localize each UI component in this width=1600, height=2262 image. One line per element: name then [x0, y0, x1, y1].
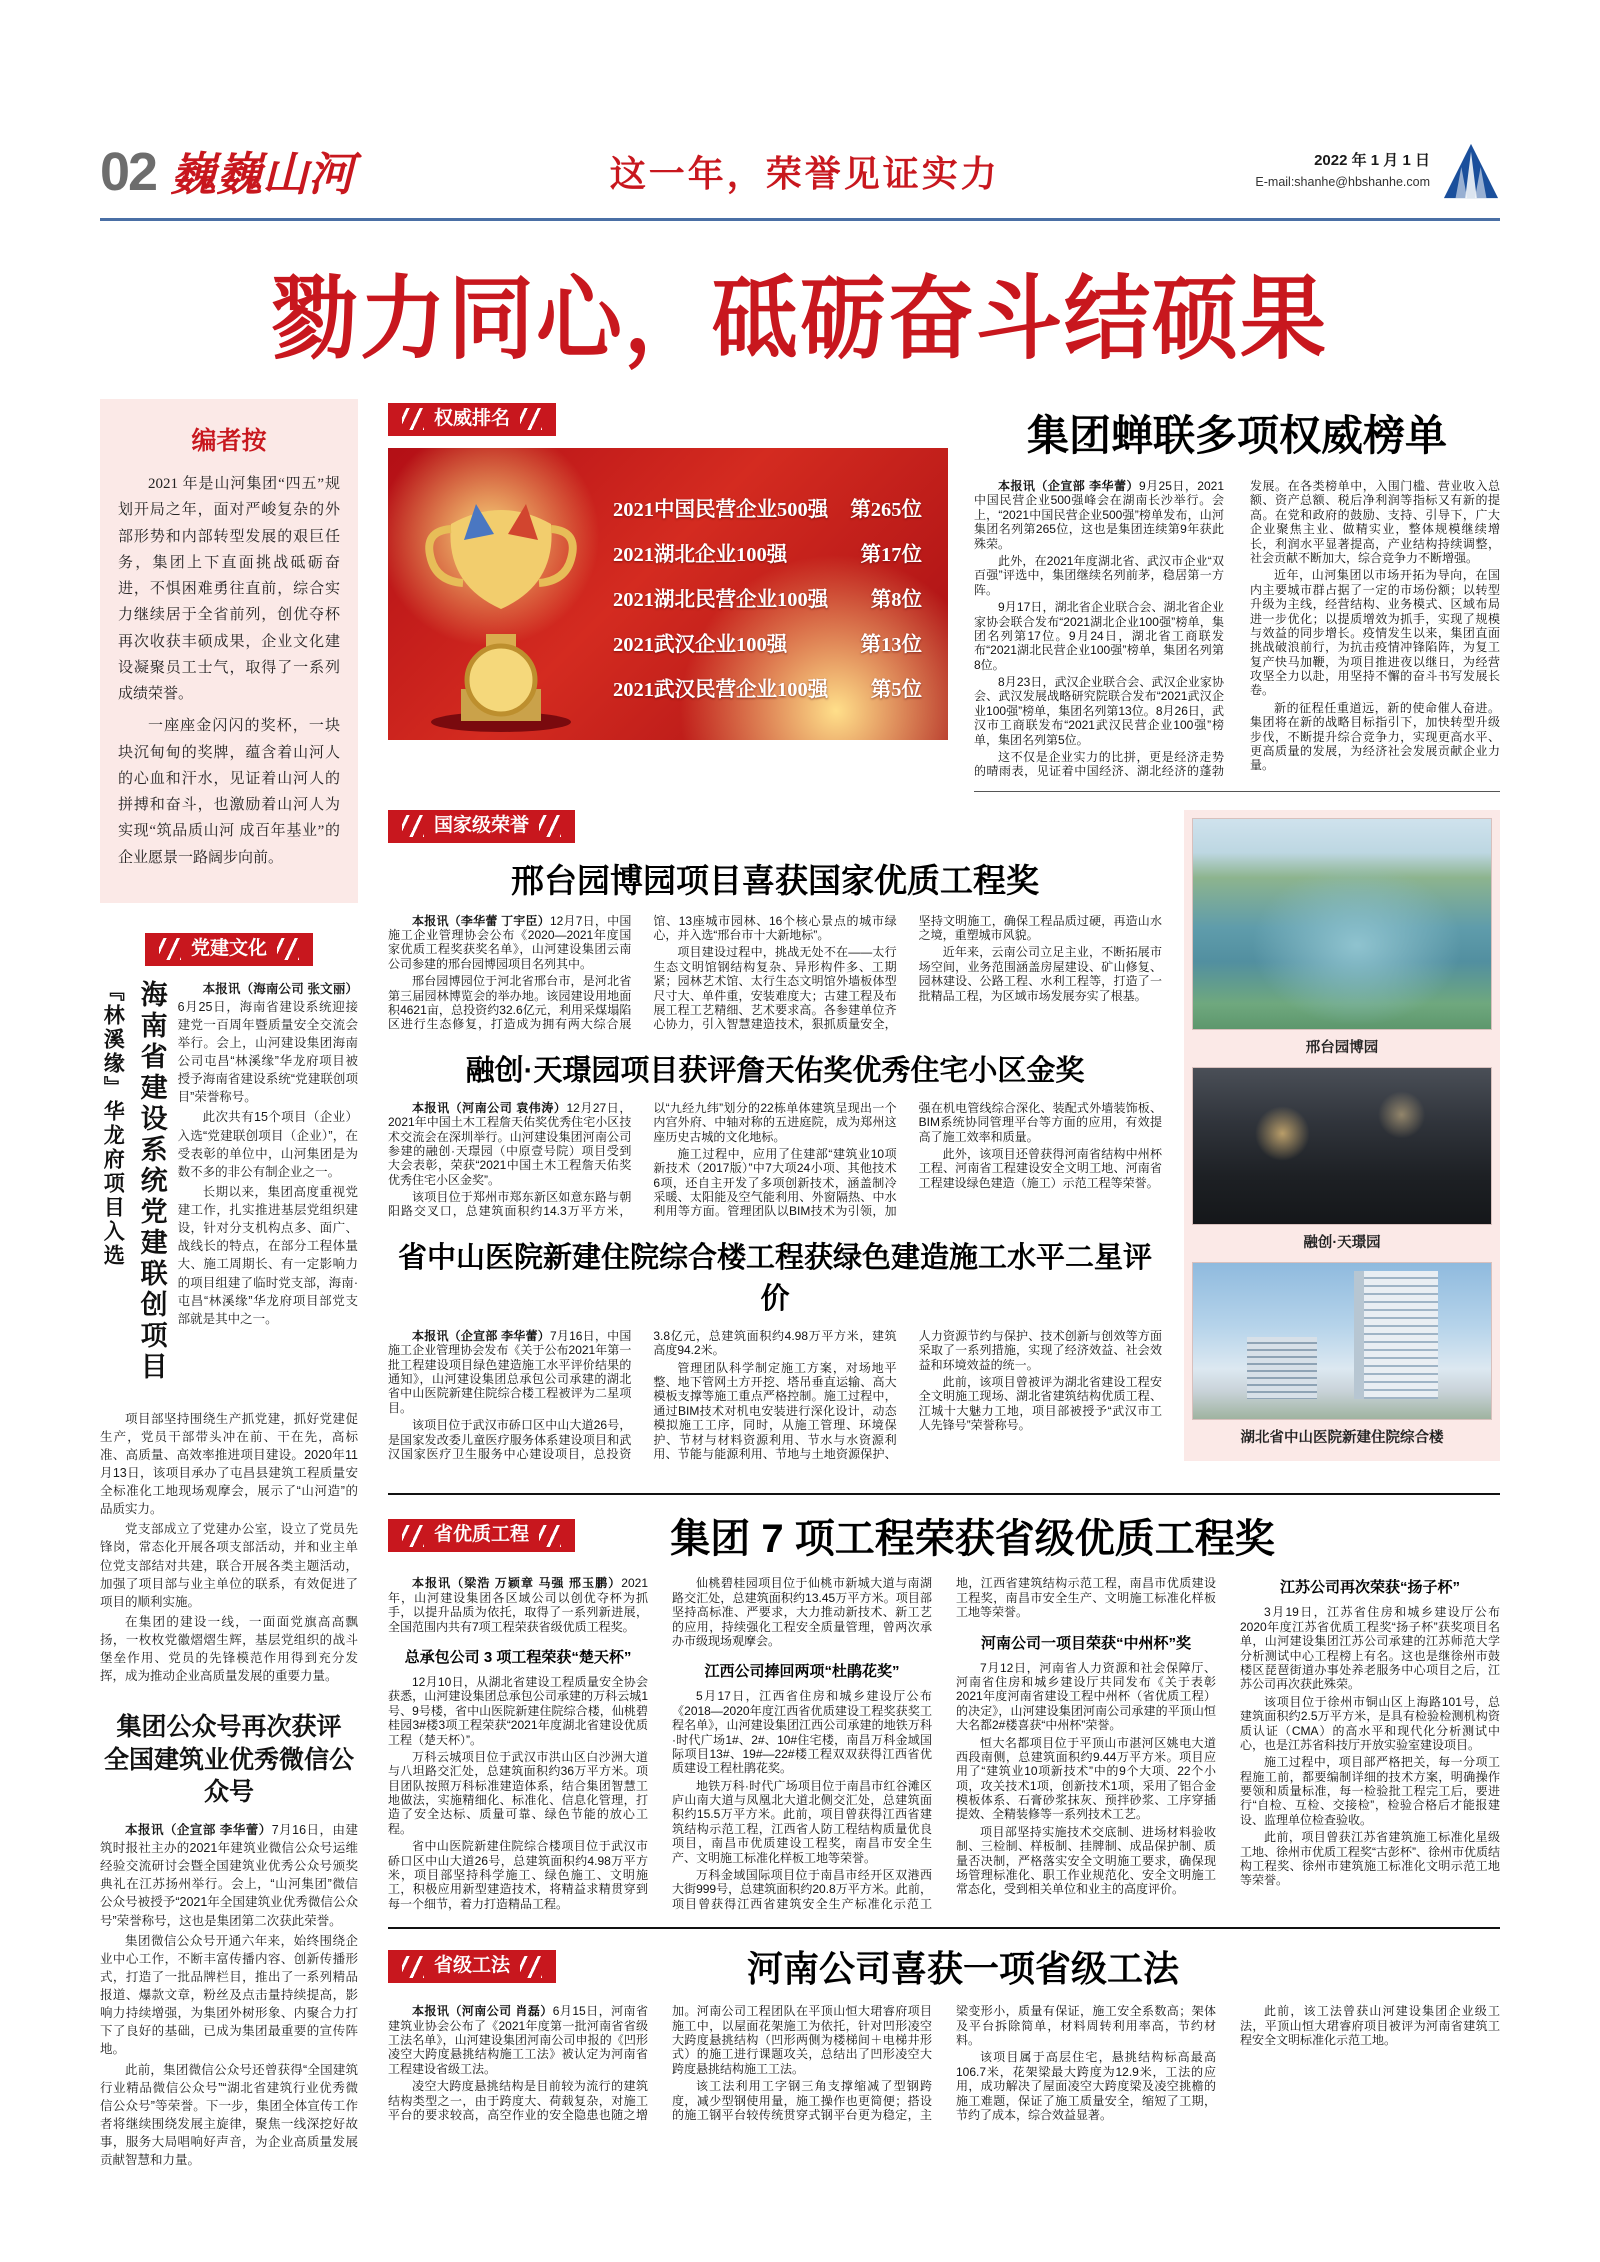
section-label-text: 权威排名	[434, 408, 511, 429]
article-title: 省中山医院新建住院综合楼工程获绿色建造施工水平二星评价	[397, 1241, 1152, 1315]
edition-theme-title: 这一年，荣誉见证实力	[609, 152, 1000, 194]
main-column	[388, 399, 1500, 2171]
trophy-icon	[406, 484, 596, 734]
article-paragraph: 邢台园博园位于河北省邢台市，是河北省第三届园林博览会的举办地。该园建设用地面积4621亩，总投资约32.6亿元，利用采煤塌陷区进行生态修复，打造成为拥有两大综合展馆、13座城市园林、16个核心景点的城市绿心，并入选“邢台市十大新地标”。	[388, 913, 897, 1032]
article-paragraph: 新的征程任重道远，新的使命催人奋进。集团将在新的战略目标指引下，加快转型升级步伐，不断提升综合竞争力，实现更高水平、更高质量的发展，为经济社会发展贡献企业力量。	[1250, 700, 1500, 773]
article-paragraph: 省中山医院新建住院综合楼项目位于武汉市硚口区中山大道26号，总建筑面积约4.98万平方米，项目部坚持科学施工、绿色施工、文明施工，积极应用新型建造技术，将精益求精贯穿到每一个细节，着力打造精品工程。	[388, 1839, 648, 1911]
article-body	[388, 1329, 1162, 1462]
article-xingtai	[388, 855, 1162, 1032]
article-paragraph: 此外，该项目还曾获得河南省结构中州杯工程、河南省工程建设安全文明工地、河南省工程建设绿色建造（施工）示范工程等荣誉。	[918, 1146, 1162, 1190]
page-header	[100, 138, 1500, 221]
article-paragraph: 近年来，云南公司立足主业，不断拓展市场空间，业务范围涵盖房屋建设、矿山修复、园林建设、公路工程、水利工程等，打造了一批精品工程，为区域市场发展夯实了根基。	[918, 945, 1162, 1003]
article-paragraph: 此前，项目曾获江苏省建筑施工标准化星级工地、徐州市优质工程奖“古彭杯”、徐州市优质结构工程奖、徐州市建筑施工标准化文明示范工地等荣誉。	[1240, 1830, 1500, 1888]
section-label-party	[145, 933, 313, 966]
byline: 本报讯（企宣部 李华蕾）	[998, 479, 1139, 493]
party-vertical-subtitle: 『林溪缘』华龙府项目入选	[101, 979, 125, 1268]
label-stripe-icon	[520, 408, 542, 430]
article-subhead: 江西公司捧回两项“杜鹃花奖”	[704, 1663, 900, 1681]
photo-caption: 融创·天璟园	[1303, 1234, 1381, 1251]
label-stripe-icon	[402, 815, 424, 837]
tower-building-shape	[1354, 1271, 1438, 1399]
byline: 本报讯（海南公司 张文丽）	[202, 981, 358, 996]
section-label-national	[388, 810, 575, 843]
ranking-row: 2021中国民营企业500强 第265位	[613, 498, 922, 521]
byline: 本报讯（河南公司 肖磊）	[412, 2004, 553, 2019]
photo-xingtai-park	[1192, 818, 1492, 1030]
ranking-row: 2021湖北企业100强 第17位	[613, 543, 922, 566]
article-paragraph: 项目建设过程中，挑战无处不在——太行生态文明馆钢结构复杂、异形构件多、工期紧；园林艺术馆、太行生态文明馆外墙板体型尺寸大、单件重，安装难度大；古建工程及布展工程工艺精细、艺术要求高。各参建单位齐心协力，引入智慧建造技术，狠抓质量安全，坚持文明施工，确保工程品质过硬，再造山水之境，重塑城市风貌。	[653, 913, 1162, 1032]
ranking-row: 2021武汉民营企业100强 第5位	[613, 678, 922, 701]
article-subhead: 河南公司一项目荣获“中州杯”奖	[980, 1634, 1191, 1652]
article-paragraph: 该项目位于郑州市郑东新区如意东路与朝阳路交叉口，总建筑面积约14.3万平方米，以“九经九纬”划分的22栋单体建筑呈现出一个内宫外府、中轴对称的五进庭院，成为郑州这座历史古城的文化地标。	[388, 1100, 897, 1219]
article-paragraph: 万科云城项目位于武汉市洪山区白沙洲大道与八坦路交汇处，总建筑面积约36万平方米。项目团队按照万科标准建造体系，结合集团智慧工地做法，实施精细化、标准化、信息化管理，打造了安全达标、质量可靠、绿色节能的放心工程。	[388, 1749, 648, 1836]
article-paragraph: 本报讯（企宣部 李华蕾）9月25日，2021中国民营企业500强峰会在湖南长沙举行。会上，“2021中国民营企业500强”榜单发布，山河集团名列第265位，这也是集团连续第9年获此殊荣。	[974, 479, 1225, 551]
section-label-rankings	[388, 403, 556, 436]
main-headline: 勠力同心，砥砺奋斗结硕果	[272, 268, 1328, 371]
sidebar-column	[100, 399, 358, 2171]
article-paragraph: 本报讯（企宣部 李华蕾）7月16日，由建筑时报社主办的2021年建筑业微信公众号运维经验交流研讨会暨全国建筑业优秀公众号颁奖典礼在江苏扬州举行。会上，“山河集团”微信公众号被授予“2021年全国建筑业优秀微信公众号”荣誉称号，这也是集团第二次获此荣誉。	[100, 1822, 358, 1928]
ranking-row: 2021武汉企业100强 第13位	[613, 633, 922, 656]
article-body	[388, 1101, 1162, 1219]
article-paragraph: 本报讯（河南公司 肖磊）6月15日，河南省建筑业协会公布了《2021年度第一批河南省省级工法名单》，山河建设集团河南公司申报的《凹形凌空大跨度悬挑结构施工工法》被认定为河南省工程建设省级工法。	[388, 2004, 648, 2076]
party-vertical-title: 海南省建设系统党建联创项目	[136, 979, 167, 1383]
article-body	[388, 914, 1162, 1032]
article-body	[388, 1576, 1500, 1911]
article-paragraph: 本报讯（梁浩 万颖章 马强 邢玉鹏）2021年，山河建设集团各区域公司以创优夺杯为抓手，以提升品质为依托，取得了一系列新进展，全国范围内共有7项工程荣获省级优质工程奖。	[388, 1576, 648, 1634]
provincial-awards-section	[388, 1493, 1500, 1911]
photo-tianjingyuan-gate	[1192, 1067, 1492, 1225]
byline: 本报讯（企宣部 李华蕾）	[125, 1822, 272, 1837]
podium-building-shape	[1247, 1337, 1317, 1399]
masthead-title: 巍巍山河	[170, 149, 355, 200]
article-title: 融创·天璟园项目获评詹天佑奖优秀住宅小区金奖	[465, 1054, 1085, 1087]
article-paragraph: 施工过程中，应用了住建部“建筑业10项新技术（2017版）”中7大项24小项、其他技术6项，还自主开发了多项创新技术，涵盖制冷采暖、太阳能及空气能利用、外窗隔热、中水利用等方面。管理团队以BIM技术为引领，加强在机电管线综合深化、装配式外墙装饰板、BIM系统协同管理平台等方面的应用，有效提高了施工效率和质量。	[653, 1100, 1162, 1219]
contact-email: E-mail:shanhe@hbshanhe.com	[1255, 174, 1430, 189]
article-paragraph: 项目部坚持实施技术交底制、进场材料验收制、三检制、样板制、挂牌制、成品保护制、质量否决制，严格落实安全文明施工要求，确保现场管理标准化、职工作业规范化、安全文明施工常态化，受到相关单位和业主的高度评价。	[956, 1824, 1216, 1897]
label-stripe-icon	[539, 1525, 561, 1547]
article-paragraph: 7月12日，河南省人力资源和社会保障厅、河南省住房和城乡建设厅共同发布《关于表彰2021年度河南省建设工程中州杯（省优质工程）的决定》，山河建设集团河南公司承建的平顶山恒大名都2#楼喜获“中州杯”荣誉。	[956, 1660, 1216, 1733]
page-number: 02	[100, 142, 157, 202]
article-paragraph: 12月10日，从湖北省建设工程质量安全协会获悉，山河建设集团总承包公司承建的万科云城1号、9号楼，省中山医院新建住院综合楼，仙桃碧桂园3#楼3项工程荣获“2021年度湖北省建设优质工程（楚天杯）”。	[388, 1674, 648, 1747]
article-paragraph: 此前，集团微信公众号还曾获得“全国建筑行业精品微信公众号”“湖北省建筑行业优秀微信公众号”等荣誉。下一步，集团全体宣传工作者将继续围绕发展主旋律，聚焦一线深挖好故事，服务大局唱响好声音，为企业高质量发展贡献智慧和力量。	[100, 2062, 358, 2168]
article-paragraph: 此前，该项目曾被评为湖北省建设工程安全文明施工现场、湖北省建筑结构优质工程、江城十大魅力工地，项目部被授予“武汉市工人先锋号”荣誉称号。	[918, 1375, 1162, 1433]
article-paragraph: 本报讯（李华蕾 丁宇臣）12月7日，中国施工企业管理协会公布《2020—2021年度国家优质工程奖获奖名单》，山河建设集团云南公司参建的邢台园博园项目名列其中。	[388, 913, 632, 971]
article-paragraph: 近年，山河集团以市场开拓为导向，在国内主要城市群占据了一定的市场份额；以转型升级为主线，经营结构、业务模式、区域布局进一步优化；以提质增效为抓手，实现了规模与效益的同步增长。疫情发生以来，集团直面挑战破浪前行，为抗击疫情冲锋陷阵，为复工复产快马加鞭，为项目推进夜以继日，为经营攻坚全力以赴，用坚持不懈的奋斗书写发展长卷。	[1250, 568, 1500, 698]
article-paragraph: 该项目位于武汉市硚口区中山大道26号，是国家发改委儿童医疗服务体系建设项目和武汉国家医疗卫生服务中心建设项目，总投资3.8亿元，总建筑面积约4.98万平方米，建筑高度94.2米。	[388, 1328, 897, 1461]
article-paragraph: 仙桃碧桂园项目位于仙桃市新城大道与南湖路交汇处，总建筑面积约13.45万平方米。项目部坚持高标准、严要求，大力推动新技术、新工艺的应用，持续强化工程安全质量管理，曾两次承办市级现场观摩会。	[672, 1576, 932, 1648]
label-stripe-icon	[402, 1525, 424, 1547]
label-stripe-icon	[402, 1956, 424, 1978]
rankings-article	[974, 403, 1500, 792]
article-paragraph: 该工法利用工字钢三角支撑缩减了型钢跨度，减少型钢使用量，施工操作也更简便；搭设的施工钢平台较传统贯穿式钢平台更为稳定，主梁变形小，质量有保证，施工安全系数高；架体及平台拆除简单，材料周转利用率高，节约材料。	[672, 2004, 1216, 2122]
article-paragraph: 管理团队科学制定施工方案，对场地平整、地下管网土方开挖、塔吊垂直运输、高大模板支撑等施工重点严格控制。施工过程中，通过BIM技术对机电安装进行深化设计，动态模拟施工工序，同时，从施工管理、环境保护、节材与材料资源利用、节水与水资源利用、节能与能源利用、节地与土地资源保护、人力资源节约与保护、技术创新与创效等方面采取了一系列措施，实现了经济效益、社会效益和环境效益的统一。	[653, 1328, 1162, 1461]
article-paragraph: 此前，该工法曾获山河建设集团企业级工法，平顶山恒大珺睿府项目被评为河南省建筑工程安全文明标准化示范工地。	[1240, 2004, 1500, 2047]
label-stripe-icon	[402, 408, 424, 430]
label-stripe-icon	[520, 1956, 542, 1978]
label-stripe-icon	[539, 815, 561, 837]
article-title: 邢台园博园项目喜获国家优质工程奖	[511, 861, 1039, 899]
byline: 本报讯（河南公司 袁伟涛）	[412, 1100, 567, 1115]
photo-rail	[1184, 810, 1500, 1461]
article-paragraph: 本报讯（企宣部 李华蕾）7月16日，中国施工企业管理协会发布《关于公布2021年第一批工程建设项目绿色建造施工水平评价结果的通知》，山河建设集团总承包公司承建的湖北省中山医院新建住院综合楼工程被评为二星项目。	[388, 1328, 632, 1415]
article-paragraph: 项目部坚持围绕生产抓党建，抓好党建促生产，党员干部带头冲在前、干在先，高标准、高质量、高效率推进项目建设。2020年11月13日，该项目承办了屯昌县建筑工程质量安全标准化工地现场观摩会，展示了“山河造”的品质实力。	[100, 1411, 358, 1517]
editor-note-box	[100, 399, 358, 903]
section-label-text: 党建文化	[190, 937, 267, 959]
national-honours-articles	[388, 810, 1162, 1478]
ranking-list	[613, 448, 948, 702]
article-paragraph: 5月17日，江西省住房和城乡建设厅公布《2018—2020年度江西省优质建设工程奖获奖工程名单》，山河建设集团江西公司承建的地铁万科·时代广场1#、2#、10#住宅楼，南昌万科金域国际项目13#、19#—22#楼工程双双获得江西省优质建设工程杜鹃花奖。	[672, 1689, 932, 1776]
photo-caption: 邢台园博园	[1305, 1039, 1379, 1056]
photo-hospital-tower	[1192, 1262, 1492, 1420]
byline: 本报讯（李华蕾 丁宇臣）	[412, 913, 550, 928]
party-article-head	[100, 980, 358, 1400]
label-stripe-icon	[277, 938, 299, 960]
article-subhead: 总承包公司 3 项工程荣获“楚天杯”	[404, 1648, 632, 1666]
article-body	[974, 479, 1500, 779]
article-paragraph: 恒大名都项目位于平顶山市湛河区姚电大道西段南侧，总建筑面积约9.44万平方米。项目应用了“建筑业10项新技术”中的9个大项、22个小项，攻关技术1项，创新技术1项，采用了铝合金模板体系、石膏砂浆抹灰、预拌砂浆、工序穿插提效、全精装修等一系列技术工艺。	[956, 1735, 1216, 1822]
article-paragraph: 万科金域国际项目位于南昌市经开区双港西大街999号，总建筑面积约20.8万平方米。此前，项目曾获得江西省建筑安全生产标准化示范工地，江西省建筑结构示范工程，南昌市优质建设工程奖，南昌市安全生产、文明施工标准化样板工地等荣誉。	[672, 1576, 1216, 1911]
article-paragraph: 3月19日，江苏省住房和城乡建设厅公布2020年度江苏省优质工程奖“扬子杯”获奖项目名单，山河建设集团江苏公司承建的江苏师范大学分析测试中心工程榜上有名。这也是继徐州市鼓楼区琵琶街道办事处养老服务中心项目之后，江苏公司再次获此殊荣。	[1240, 1605, 1500, 1692]
section-label-text: 国家级荣誉	[434, 814, 530, 836]
party-article-lede	[178, 980, 358, 1400]
article-paragraph: 9月17日，湖北省企业联合会、湖北省企业家协会联合发布“2021湖北企业100强”榜单，集团名列第17位。9月24日，湖北省工商联发布“2021湖北民营企业100强”榜单，集团名列第8位。	[974, 600, 1224, 672]
editor-note-paragraph: 一座座金闪闪的奖杯，一块块沉甸甸的奖牌，蕴含着山河人的心血和汗水，见证着山河人的拼搏和奋斗，也激励着山河人为实现“筑品质山河 成百年基业”的企业愿景一路阔步向前。	[118, 718, 340, 866]
article-rongchuang	[388, 1048, 1162, 1219]
article-paragraph: 该项目位于徐州市铜山区上海路101号，总建筑面积约2.5万平方米，是具有检验检测机构资质认证（CMA）的高水平和现代化分析测试中心，也是江苏省科技厅开放实验室建设项目。	[1240, 1694, 1500, 1752]
rankings-visual	[388, 403, 948, 792]
article-paragraph: 本报讯（河南公司 袁伟涛）12月27日，2021年中国土木工程詹天佑奖优秀住宅小区技术交流会在深圳举行。山河建设集团河南公司参建的融创·天璟园（中原壹号院）项目受到大会表彰，荣获“2021中国土木工程詹天佑奖优秀住宅小区金奖”。	[388, 1100, 632, 1187]
article-paragraph: 凌空大跨度悬挑结构是目前较为流行的建筑结构类型之一，由于跨度大、荷载复杂，对施工平台的要求较高，高空作业的安全隐患也随之增加。河南公司工程团队在平顶山恒大珺睿府项目施工中，以屋面花架施工为依托，针对凹形凌空大跨度悬挑结构（凹形两侧为楼梯间＋电梯井形式）的施工进行课题攻关，总结出了凹形凌空大跨度悬挑结构施工工法。	[388, 2004, 932, 2122]
photo-caption: 湖北省中山医院新建住院综合楼	[1240, 1429, 1444, 1446]
section-label-text: 省级工法	[434, 1955, 511, 1977]
article-paragraph: 在集团的建设一线，一面面党旗高高飘扬，一枚枚党徽熠熠生辉，基层党组织的战斗堡垒作用、党员的先锋模范作用得到充分发挥，成为推动企业高质量发展的重要力量。	[100, 1614, 358, 1684]
section-label-provincial	[388, 1519, 575, 1552]
article-paragraph: 长期以来，集团高度重视党建工作，扎实推进基层党组织建设，针对分支机构点多、面广、战线长的特点，在部分工程体量大、施工周期长、有一定影响力的项目组建了临时党支部，海南·屯昌“林溪缘”华龙府项目部党支部就是其中之一。	[177, 1184, 358, 1326]
article-paragraph: 党支部成立了党建办公室，设立了党员先锋岗，常态化开展各项支部活动，并和业主单位党支部结对共建，联合开展各类主题活动，加强了项目部与业主单位的联系，有效促进了项目的顺利实施。	[100, 1522, 358, 1609]
editor-note-paragraph: 2021 年是山河集团“四五”规划开局之年，面对严峻复杂的外部形势和内部转型发展的艰巨任务，集团上下直面挑战砥砺奋进，不惧困难勇往直前，综合实力继续居于全省前列，创优夺杯再次收获丰硕成果，企业文化建设凝聚员工士气，取得了一系列成绩荣誉。	[118, 476, 340, 702]
ranking-row: 2021湖北民营企业100强 第8位	[613, 588, 922, 611]
article-paragraph: 地铁万科·时代广场项目位于南昌市红谷滩区庐山南大道与凤凰北大道北侧交汇处，总建筑面积约15.5万平方米。此前，项目曾获得江西省建筑结构示范工程，江西省人防工程结构质量优良项目，南昌市优质建设工程奖，南昌市安全生产、文明施工标准化样板工地等荣誉。	[672, 1778, 932, 1865]
wechat-article-body	[100, 1821, 358, 2169]
article-body	[388, 2004, 1500, 2122]
party-article-body	[100, 1410, 358, 1686]
article-title: 集团 7 项工程荣获省级优质工程奖	[670, 1517, 1275, 1562]
byline: 本报讯（梁浩 万颖章 马强 邢玉鹏）	[412, 1576, 622, 1591]
editor-note-title: 编者按	[191, 427, 267, 455]
article-title: 集团蝉联多项权威榜单	[1026, 412, 1447, 459]
construction-method-section	[388, 1927, 1500, 2122]
article-paragraph: 该项目属于高层住宅，悬挑结构标高最高106.7米，花架梁最大跨度为12.9米，工法的应用，成功解决了屋面凌空大跨度梁及凌空挑檐的施工难题，保证了施工质量安全，缩短了工期，节约了成本，综合效益显著。	[956, 2050, 1216, 2122]
article-paragraph: 这不仅是企业实力的比拼，更是经济走势的晴雨表，见证着中国经济、湖北经济的蓬勃发展。在各类榜单中，入围门槛、营业收入总额、资产总额、税后净利润等指标又有新的提高。在党和政府的鼓励、支持、引导下，广大企业聚焦主业、做精实业，整体规模继续增长，利润水平显著提高，产业结构持续调整，社会贡献不断加大，综合竞争力不断增强。	[974, 479, 1500, 779]
trophy-banner-image	[388, 448, 948, 740]
article-title: 河南公司喜获一项省级工法	[747, 1948, 1180, 1990]
label-stripe-icon	[159, 938, 181, 960]
article-paragraph: 集团微信公众号开通六年来，始终围绕企业中心工作，不断丰富传播内容、创新传播形式，打造了一批品牌栏目，推出了一系列精品报道、爆款文章，粉丝及点击量持续提高，影响力持续增强，为集团外树形象、内聚合力打下了良好的基础，已成为集团最重要的宣传阵地。	[100, 1933, 358, 2057]
wechat-article-title: 集团公众号再次获评 全国建筑业优秀微信公众号	[103, 1713, 354, 1807]
article-paragraph: 本报讯（海南公司 张文丽）6月25日，海南省建设系统迎接建党一百周年暨质量安全交流会举行。会上，山河建设集团海南公司屯昌“林溪缘”华龙府项目被授予海南省建设系统“党建联创项目”荣誉称号。	[177, 981, 358, 1105]
section-label-text: 省优质工程	[434, 1524, 530, 1546]
shanhe-logo-icon	[1442, 142, 1500, 200]
article-paragraph: 此次共有15个项目（企业）入选“党建联创项目（企业）”，在受表彰的单位中，山河集团是为数不多的非公有制企业之一。	[177, 1110, 358, 1179]
byline: 本报讯（企宣部 李华蕾）	[412, 1328, 550, 1343]
article-hospital	[388, 1235, 1162, 1462]
article-paragraph: 此外，在2021年度湖北省、武汉市企业“双百强”评选中，集团继续名列前茅，稳居第一方阵。	[974, 553, 1224, 597]
article-paragraph: 施工过程中，项目部严格把关，每一分项工程施工前，都要编制详细的技术方案，明确操作要领和质量标准，每一检验批工程完工后，要进行“自检、互检、交接检”，检验合格后才能报建设、监理单位检查验收。	[1240, 1755, 1500, 1827]
publication-date: 2022 年 1 月 1 日	[1314, 152, 1430, 170]
article-paragraph: 8月23日，武汉企业联合会、武汉企业家协会、武汉发展战略研究院联合发布“2021武汉企业100强”榜单，集团名列第13位。8月26日，武汉市工商联发布“2021武汉民营企业100强”榜单，集团名列第5位。	[974, 675, 1224, 747]
article-subhead: 江苏公司再次荣获“扬子杯”	[1279, 1579, 1460, 1597]
section-label-method	[388, 1950, 556, 1983]
